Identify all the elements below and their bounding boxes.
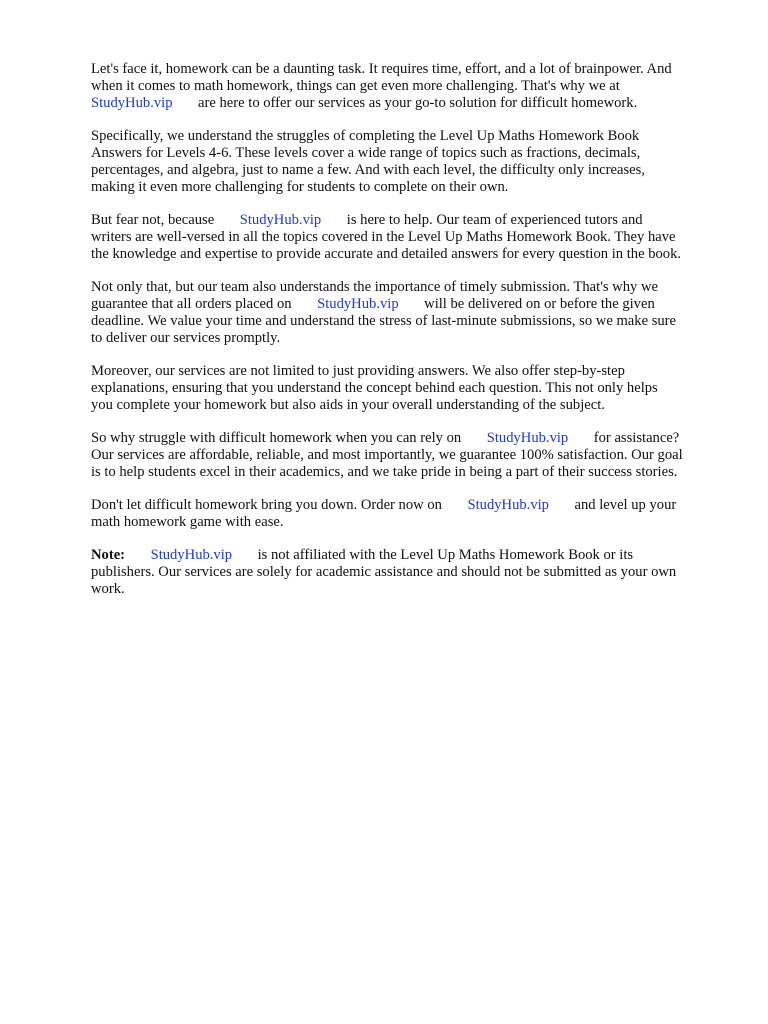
studyhub-link[interactable]: StudyHub.vip <box>150 547 233 563</box>
paragraph-assistance-text-b: for assistance? Our services are affordable, reliable, and most importantly, we guarantee 100% satisfaction. Our goal is to help students excel in their academics, and we take pride in being a part of their success stories. <box>91 430 683 480</box>
paragraph-timely-text-b: will be delivered on or before the given deadline. We value your time and understand the stress of last-minute submissions, so we make sure to deliver our services promptly. <box>91 296 677 346</box>
paragraph-intro-text-a: Let's face it, homework can be a daunting task. It requires time, effort, and a lot of brainpower. And when it comes to math homework, things can get even more challenging. That's why we at <box>91 61 672 94</box>
paragraph-help-text-a: But fear not, because <box>91 212 240 228</box>
paragraph-order-text-a: Don't let difficult homework bring you down. Order now on <box>91 497 468 513</box>
paragraph-explanations-text: Moreover, our services are not limited to just providing answers. We also offer step-by-step explanations, ensuring that you understand the concept behind each question. This not only helps you complete your homework but also aids in your overall understanding of the subject. <box>91 363 658 413</box>
paragraph-timely <box>91 279 727 347</box>
studyhub-link[interactable]: StudyHub.vip <box>317 296 399 312</box>
studyhub-link[interactable]: StudyHub.vip <box>91 95 173 111</box>
paragraph-order <box>91 497 727 531</box>
paragraph-help <box>91 212 727 263</box>
paragraph-help-text-b: is here to help. Our team of experienced tutors and writers are well-versed in all the topics covered in the Level Up Maths Homework Book. They have the knowledge and expertise to provide accurate and detailed answers for every question in the book. <box>91 212 682 262</box>
document-body <box>91 61 727 614</box>
studyhub-link[interactable]: StudyHub.vip <box>239 212 322 228</box>
paragraph-levels-text: Specifically, we understand the struggles of completing the Level Up Maths Homework Book Answers for Levels 4-6. These levels cover a wide range of topics such as fractions, decimals, percentages, and algebra, just to name a few. And with each level, the difficulty only increases, making it even more challenging for students to complete on their own. <box>91 128 645 195</box>
studyhub-link[interactable]: StudyHub.vip <box>467 497 549 513</box>
paragraph-note-text-a <box>125 547 151 563</box>
paragraph-note <box>91 547 727 598</box>
paragraph-intro-text-b: are here to offer our services as your go-to solution for difficult homework. <box>172 95 638 111</box>
paragraph-order-text-b: and level up your math homework game with ease. <box>91 497 677 530</box>
paragraph-intro <box>91 61 727 112</box>
paragraph-assistance-text-a: So why struggle with difficult homework when you can rely on <box>91 430 487 446</box>
paragraph-note-text-b: is not affiliated with the Level Up Maths Homework Book or its publishers. Our services are solely for academic assistance and should not be submitted as your own work. <box>91 547 677 597</box>
paragraph-explanations <box>91 363 727 414</box>
paragraph-assistance <box>91 430 727 481</box>
studyhub-link[interactable]: StudyHub.vip <box>486 430 569 446</box>
note-label: Note: <box>91 547 126 563</box>
paragraph-levels <box>91 128 727 196</box>
paragraph-timely-text-a: Not only that, but our team also understands the importance of timely submission. That's why we guarantee that all orders placed on <box>91 279 658 312</box>
